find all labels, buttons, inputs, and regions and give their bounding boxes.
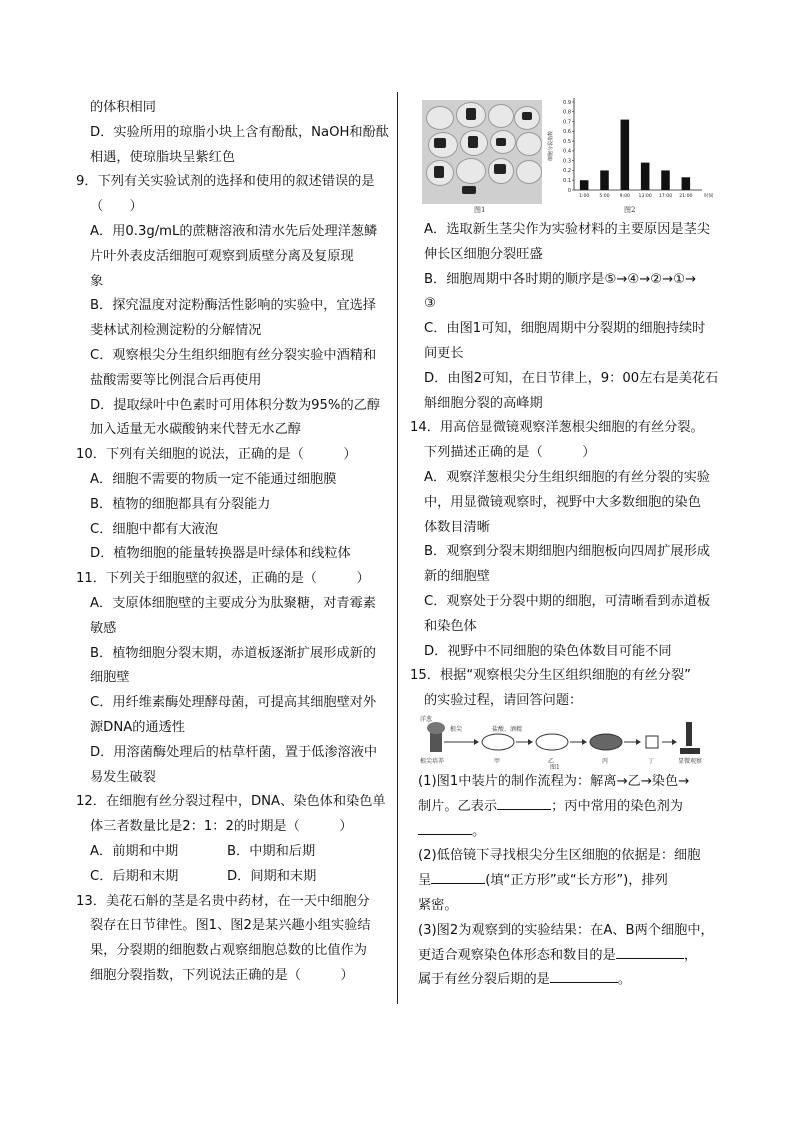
text-line: 的实验过程，请回答问题： (424, 693, 583, 709)
x-axis-label: 时间 (704, 194, 714, 199)
flow-label: 根尖培养 (420, 757, 445, 765)
y-axis-label: 细胞分裂指数 (548, 130, 554, 162)
text-line: 相遇，使琼脂块呈紫红色 (90, 149, 236, 165)
left-column (76, 96, 392, 989)
dish-bing (590, 734, 622, 750)
option-b: B．细胞周期中各时期的顺序是⑤→④→②→①→ (424, 271, 696, 287)
text-line: 易发生破裂 (90, 769, 156, 785)
text-line: 加入适量无水碳酸钠来代替无水乙醇 (90, 422, 301, 438)
answer-blank[interactable] (497, 795, 551, 810)
text-line: 源DNA的通透性 (90, 719, 185, 735)
subquestion-1: (1)图1中装片的制作流程为：解离→乙→染色→ (418, 773, 690, 789)
text-line: 新的细胞壁 (424, 569, 490, 585)
flow-label: 洋葱 (420, 715, 433, 723)
option-c: C．用纤维素酶处理酵母菌，可提高其细胞壁对外 (90, 695, 377, 711)
text-line: 果，分裂期的细胞数占观察细胞总数的比值作为 (90, 943, 367, 959)
options-row (90, 840, 392, 865)
y-tick-label: 0.6 (563, 129, 571, 136)
chromosome-mark (494, 164, 506, 174)
text-segment: 属于有丝分裂后期的是 (418, 972, 550, 988)
text-line: 下列描述正确的是（ ） (424, 445, 596, 461)
question-13: 13．美花石斛的茎是名贵中药材，在一天中细胞分 (76, 893, 370, 909)
text-segment: 。 (617, 972, 632, 988)
option-b: B．中期和后期 (227, 843, 316, 859)
y-tick-label: 0.9 (563, 99, 571, 106)
cell (516, 160, 542, 184)
question-15: 15．根据“观察根尖分生区组织细胞的有丝分裂” (410, 668, 692, 684)
chromosome-mark (522, 112, 532, 120)
figure-row (410, 96, 726, 218)
text-segment: (填“正方形”或“长方形”)，排列 (485, 873, 668, 889)
flow-label: 甲 (494, 757, 501, 765)
y-tick-label: 0.7 (563, 119, 571, 126)
answer-blank[interactable] (616, 944, 684, 959)
text-segment: ；丙中常用的染色剂为 (551, 798, 683, 814)
question-12: 12．在细胞有丝分裂过程中，DNA、染色体和染色单 (76, 794, 386, 810)
option-b: B．探究温度对淀粉酶活性影响的实验中，宜选择 (90, 298, 376, 314)
y-tick-label: 0.1 (563, 178, 571, 185)
bar-17:00 (661, 170, 670, 190)
dish-yi (536, 734, 568, 750)
flow-arrowhead (474, 739, 479, 745)
option-d: D．实验所用的琼脂小块上含有酚酞，NaOH和酚酞 (90, 124, 389, 140)
flow-arrowhead (582, 739, 587, 745)
procedure-flow-figure (410, 716, 726, 770)
question-11: 11．下列关于细胞壁的叙述，正确的是（ ） (76, 571, 370, 587)
slide-ding (646, 736, 658, 748)
figure-1-caption: 图1 (474, 206, 486, 214)
x-tick-label: 1:00 (579, 194, 590, 199)
text-line: 细胞壁 (90, 670, 130, 686)
micrograph-figure (422, 100, 542, 204)
options-row (90, 865, 392, 890)
bar-1:00 (580, 180, 589, 190)
option-a: A．细胞不需要的物质一定不能通过细胞膜 (90, 471, 337, 487)
flow-arrowhead (528, 739, 533, 745)
answer-blank[interactable] (431, 869, 485, 884)
y-tick-label: 0.3 (563, 158, 571, 165)
cell (426, 106, 454, 130)
flow-label: 乙 (548, 757, 555, 765)
text-segment: 更适合观察染色体形态和数目的是 (418, 947, 616, 963)
option-d: D．用溶菌酶处理后的枯草杆菌，置于低渗溶液中 (90, 744, 378, 760)
option-d: D．植物细胞的能量转换器是叶绿体和线粒体 (90, 546, 351, 562)
microscope-icon (686, 722, 692, 746)
flow-figure-caption: 图1 (550, 763, 560, 771)
chromosome-mark (434, 138, 446, 148)
option-a: A．前期和中期 (90, 843, 179, 859)
text-line: 细胞分裂指数，下列说法正确的是（ ） (90, 967, 354, 983)
text-segment: ， (683, 947, 697, 963)
text-line: 伸长区细胞分裂旺盛 (424, 246, 543, 262)
x-tick-label: 9:00 (619, 194, 630, 199)
answer-blank[interactable] (550, 968, 618, 983)
answer-blank[interactable] (418, 820, 472, 835)
text-line: 体三者数量比是2：1：2的时期是（ ） (90, 819, 353, 835)
option-b: B．植物的细胞都具有分裂能力 (90, 496, 271, 512)
flow-label: 丙 (602, 757, 609, 765)
text-line: 和染色体 (424, 618, 477, 634)
microscope-base (680, 748, 700, 754)
cell (516, 132, 542, 156)
text-line (418, 869, 726, 894)
chromosome-mark (468, 136, 478, 148)
text-line: 斐林试剂检测淀粉的分解情况 (90, 323, 262, 339)
option-c: C．细胞中都有大液泡 (90, 521, 218, 537)
x-tick-label: 13:00 (638, 194, 652, 199)
text-line: ③ (424, 296, 436, 312)
text-segment: 制片。乙表示 (418, 798, 498, 814)
option-d: D．提取绿叶中色素时可用体积分数为95%的乙醇 (90, 397, 381, 413)
column-divider (397, 92, 398, 1004)
option-c: C．后期和末期 (90, 868, 179, 884)
option-d: D．由图2可知，在日节律上，9：00左右是美花石 (424, 370, 719, 386)
flow-label: 显微观察 (678, 757, 703, 765)
right-column (410, 96, 726, 993)
cell (456, 158, 486, 184)
text-line (418, 795, 726, 820)
text-line: 裂存在日节律性。图1、图2是某兴趣小组实验结 (90, 918, 371, 934)
text-line: 体数目清晰 (424, 519, 490, 535)
text-segment: 。 (472, 823, 486, 839)
x-tick-label: 17:00 (658, 194, 673, 199)
option-c: C．观察根尖分生组织细胞有丝分裂实验中酒精和 (90, 347, 377, 363)
flow-arrowhead (636, 739, 641, 745)
text-line (418, 820, 726, 845)
question-10: 10．下列有关细胞的说法，正确的是（ ） (76, 447, 357, 463)
bar-13:00 (641, 163, 650, 190)
text-segment: 呈 (418, 873, 432, 889)
onion-bulb (427, 722, 445, 734)
text-line: 片叶外表皮活细胞可观察到质壁分离及复原现 (90, 248, 354, 264)
dish-jia (482, 734, 514, 750)
y-tick-label: 0.8 (563, 109, 571, 116)
option-a: A．选取新生茎尖作为实验材料的主要原因是茎尖 (424, 222, 710, 237)
text-line: 间更长 (424, 345, 464, 361)
text-line: 紧密。 (418, 897, 458, 913)
cell-division-bar-chart (546, 96, 712, 212)
chromosome-mark (496, 138, 506, 146)
option-c: C．由图1可知，细胞周期中分裂期的细胞持续时 (424, 321, 706, 337)
chromosome-mark (466, 108, 476, 120)
bar-9:00 (621, 120, 630, 190)
y-tick-label: 0.2 (563, 168, 571, 175)
cell (488, 104, 514, 128)
flow-label: 根尖 (450, 725, 463, 733)
text-line: 的体积相同 (90, 100, 156, 115)
question-9: 9．下列有关实验试剂的选择和使用的叙述错误的是 (76, 174, 375, 190)
text-line: 敏感 (90, 620, 117, 636)
text-line: 斛细胞分裂的高峰期 (424, 395, 543, 411)
x-tick-label: 21:00 (679, 194, 693, 199)
option-d: D．视野中不同细胞的染色体数目可能不同 (424, 643, 672, 659)
text-line (418, 968, 726, 993)
bar-5:00 (600, 170, 609, 190)
subquestion-3: (3)图2为观察到的实验结果：在A、B两个细胞中， (418, 922, 714, 938)
question-14: 14．用高倍显微镜观察洋葱根尖细胞的有丝分裂。 (410, 420, 704, 436)
flow-arrowhead (672, 739, 677, 745)
flow-label: 盐酸、酒精 (492, 725, 523, 733)
y-tick-label: 0 (567, 187, 571, 194)
text-line (418, 944, 726, 969)
option-d: D．间期和末期 (227, 868, 317, 884)
y-tick-label: 0.4 (563, 148, 571, 155)
x-tick-label: 5:00 (599, 194, 610, 199)
figure-2-caption: 图2 (624, 206, 636, 214)
text-line: 中，用显微镜观察时，视野中大多数细胞的染色 (424, 494, 701, 510)
flow-label: 丁 (648, 757, 655, 765)
option-a: A．用0.3g/mL的蔗糖溶液和清水先后处理洋葱鳞 (90, 223, 378, 239)
chromosome-mark (434, 166, 444, 178)
text-line: 象 (90, 273, 104, 289)
option-a: A．观察洋葱根尖分生组织细胞的有丝分裂的实验 (424, 469, 710, 485)
option-b: B．植物细胞分裂末期，赤道板逐渐扩展形成新的 (90, 645, 376, 661)
text-line: 盐酸需要等比例混合后再使用 (90, 372, 262, 388)
subquestion-2: (2)低倍镜下寻找根尖分生区细胞的依据是：细胞 (418, 848, 701, 864)
y-tick-label: 0.5 (563, 138, 571, 145)
bar-21:00 (682, 177, 691, 190)
option-c: C．观察处于分裂中期的细胞，可清晰看到赤道板 (424, 593, 711, 609)
chromosome-mark (462, 186, 476, 194)
option-a: A．支原体细胞壁的主要成分为肽聚糖，对青霉素 (90, 595, 376, 611)
answer-bracket: （ ） (90, 199, 143, 215)
option-b: B．观察到分裂末期细胞内细胞板向四周扩展形成 (424, 544, 710, 560)
